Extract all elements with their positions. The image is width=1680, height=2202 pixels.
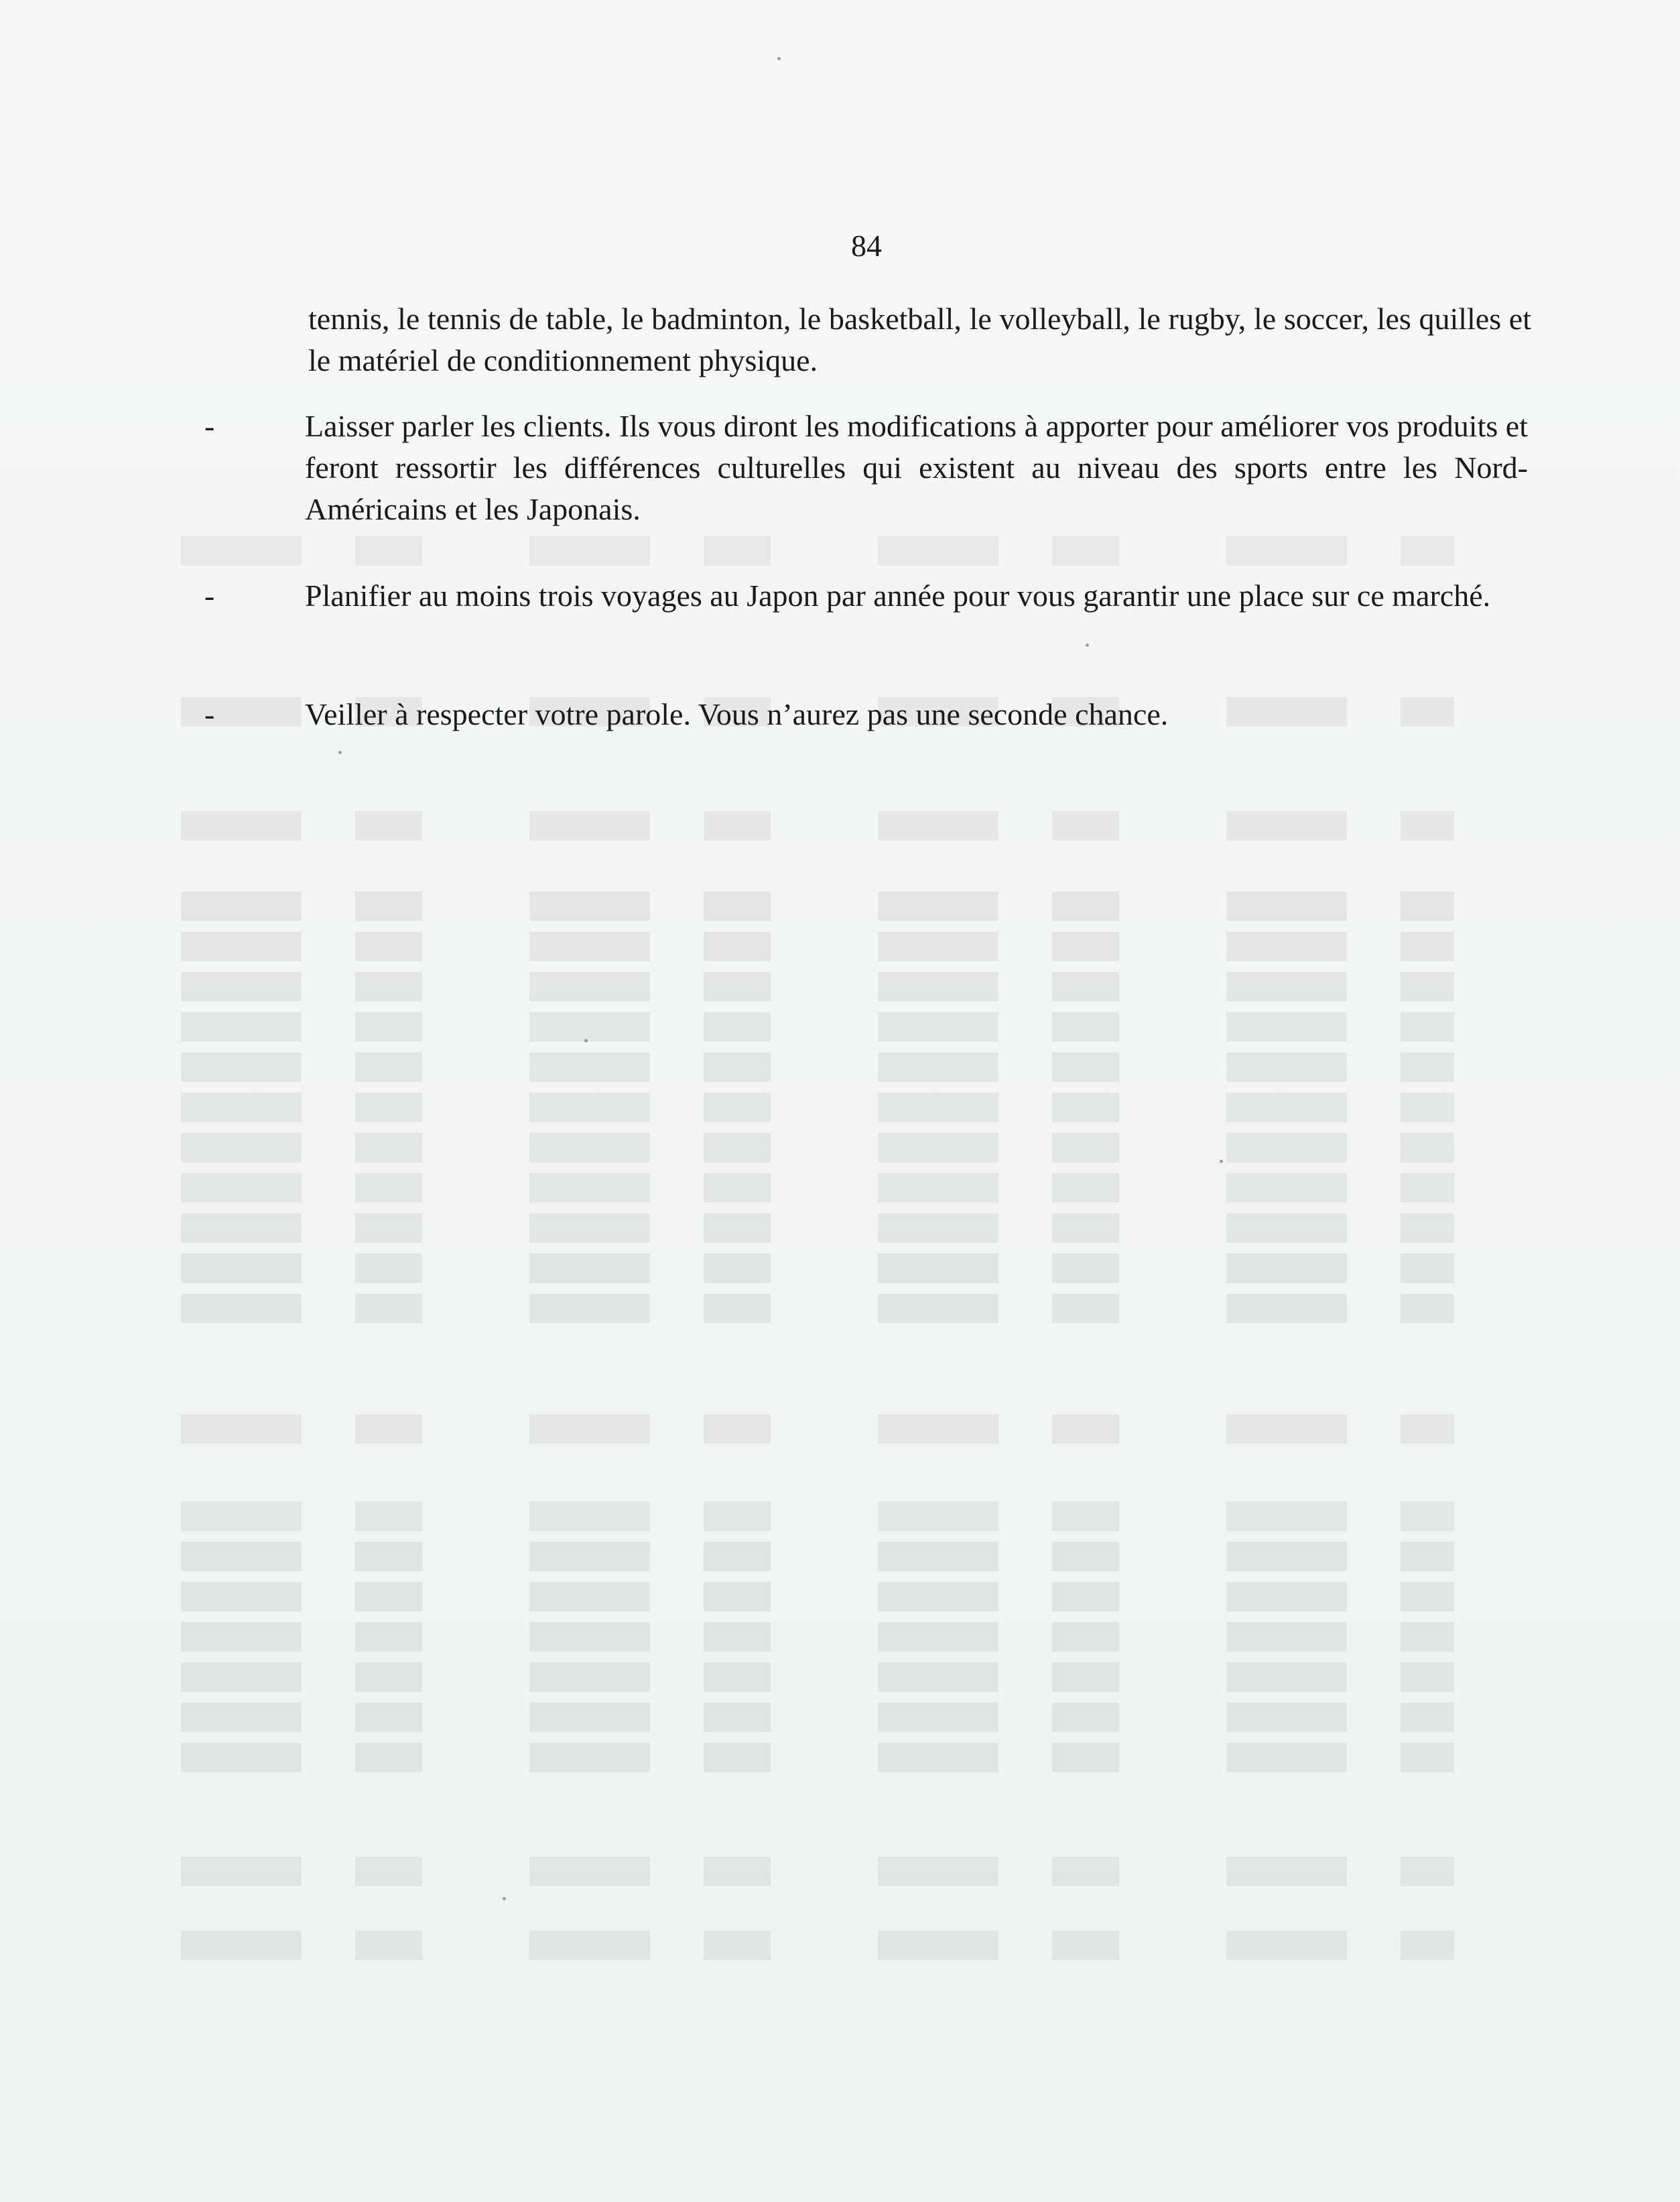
scan-speck — [777, 57, 781, 60]
continuation-paragraph — [308, 298, 1531, 381]
scan-speck — [503, 1897, 506, 1900]
scan-speck — [584, 1039, 588, 1042]
bullet-text: Veiller à respecter votre parole. Vous n’aurez pas une seconde chance. — [305, 697, 1169, 731]
scan-speck — [338, 751, 342, 754]
bullet-text: Planifier au moins trois voyages au Japon par année pour vous garantir une place sur ce marché. — [305, 578, 1491, 613]
scan-speck — [1220, 1160, 1223, 1163]
bullet-dash: - — [204, 578, 215, 613]
bullet-text: Laisser parler les clients. Ils vous diront les modifications à apporter pour améliorer vos produits et feront ressortir les différences culturelles qui existent au niveau des sports entre les Nord-Américains et les Japonais. — [305, 409, 1528, 526]
page-number: 84 — [851, 229, 882, 263]
bullet-dash: - — [204, 697, 215, 731]
bullet-dash: - — [204, 409, 215, 443]
scan-speck — [1086, 644, 1089, 647]
continuation-text: tennis, le tennis de table, le badminton, le basketball, le volleyball, le rugby, le soccer, les quilles et le matériel de conditionnement physique. — [308, 302, 1531, 377]
